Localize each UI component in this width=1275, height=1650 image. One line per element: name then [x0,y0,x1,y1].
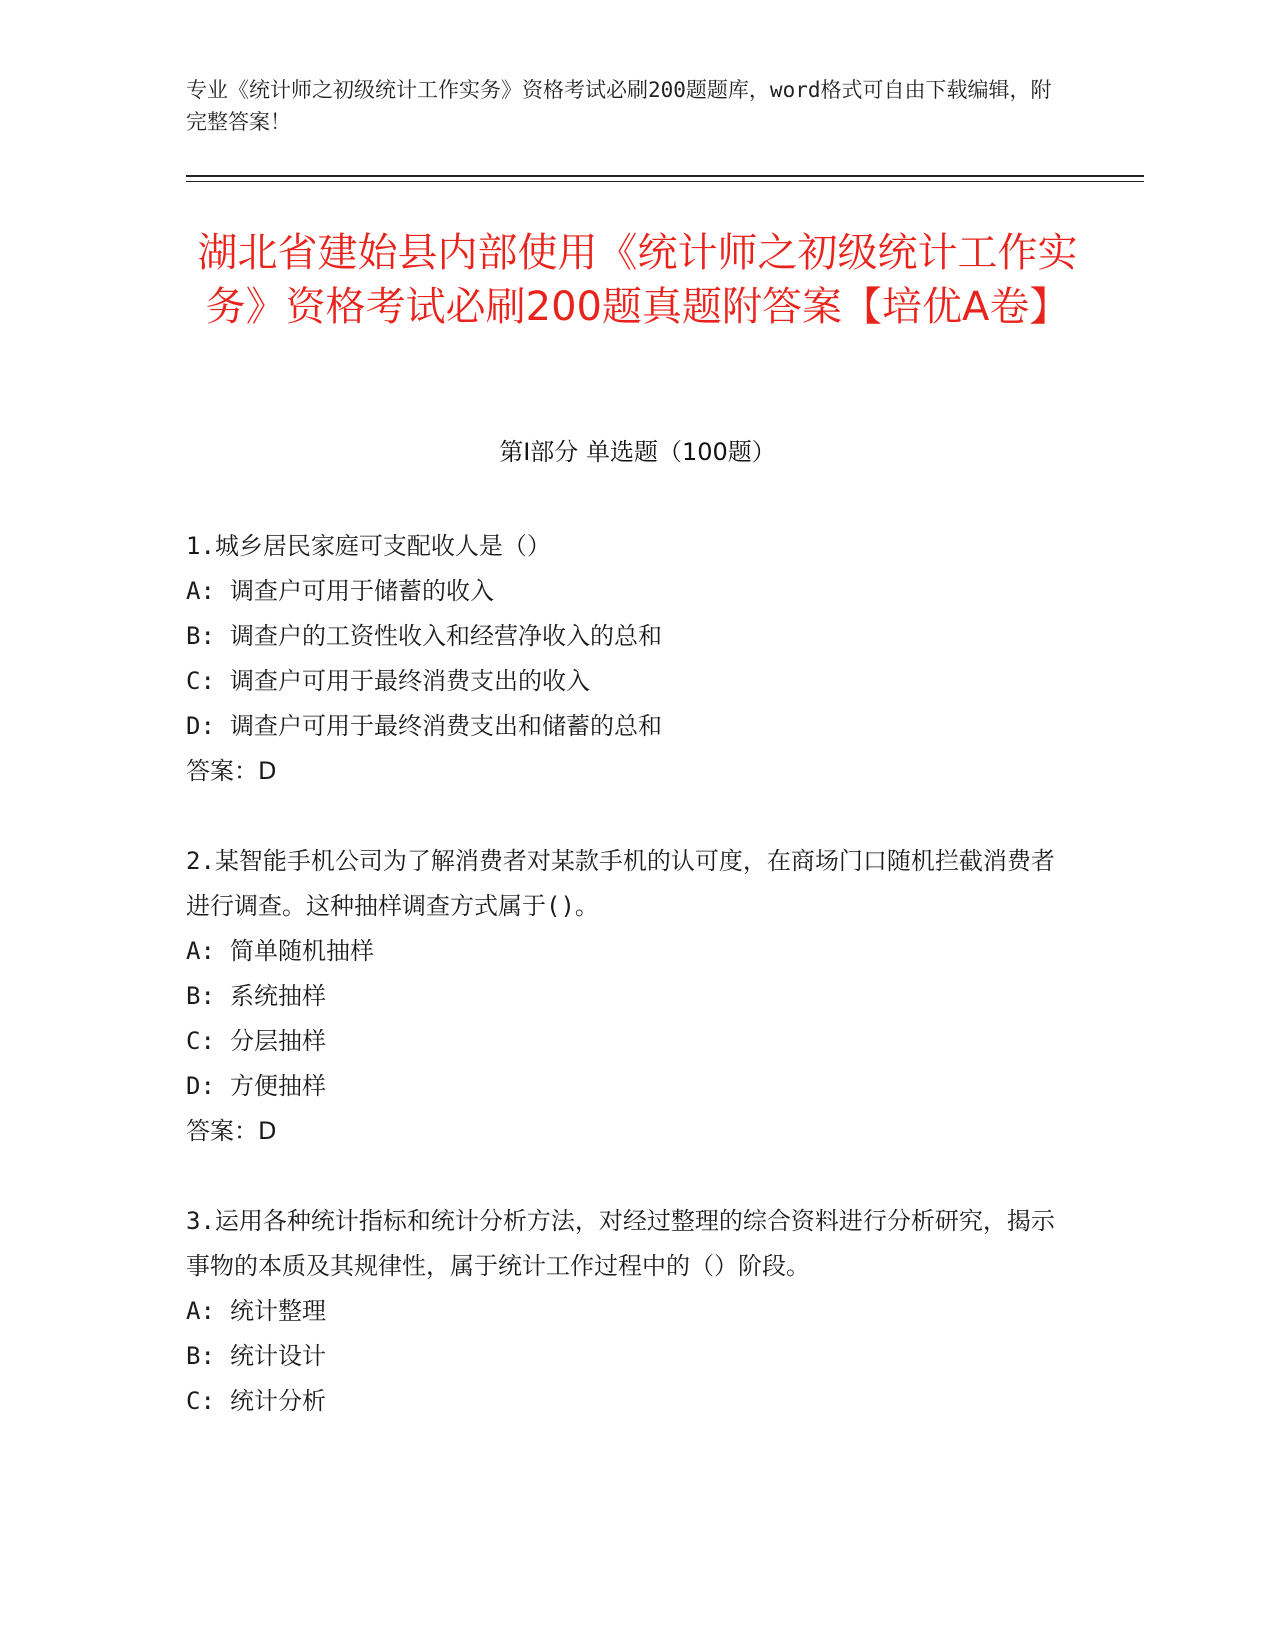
option-label: A: [186,937,215,965]
option-text: 系统抽样 [230,982,326,1010]
option-label: B: [186,1342,215,1370]
option-label: A: [186,577,215,605]
section-title: 第I部分 单选题（100题） [499,438,776,466]
answer-line: 答案：D [186,757,277,785]
option-label: C: [186,1387,215,1415]
option-text: 调查户可用于最终消费支出的收入 [230,667,590,695]
option-text: 统计分析 [230,1387,326,1415]
option-text: 统计整理 [230,1297,326,1325]
option-label: A: [186,1297,215,1325]
option-label: C: [186,1027,215,1055]
option-b [186,1334,1066,1379]
question-2 [186,839,1066,1154]
option-text: 方便抽样 [230,1072,326,1100]
option-c [186,1379,1066,1424]
option-text: 简单随机抽样 [230,937,374,965]
option-text: 调查户可用于最终消费支出和储蓄的总和 [230,712,662,740]
option-label: B: [186,622,215,650]
question-stem: 3.运用各种统计指标和统计分析方法，对经过整理的综合资料进行分析研究，揭示事物的本质及其规律性，属于统计工作过程中的（）阶段。 [186,1207,1055,1280]
option-text: 调查户可用于储蓄的收入 [230,577,494,605]
option-b [186,974,1066,1019]
header-note: 专业《统计师之初级统计工作实务》资格考试必刷200题题库，word格式可自由下载编辑，附完整答案！ [186,78,1052,134]
document-title: 湖北省建始县内部使用《统计师之初级统计工作实务》资格考试必刷200题真题附答案【培优A卷】 [197,230,1078,330]
option-a [186,569,1066,614]
option-label: D: [186,712,215,740]
option-label: B: [186,982,215,1010]
option-d [186,704,1066,749]
answer-line: 答案：D [186,1117,277,1145]
option-c [186,1019,1066,1064]
header-rule-thin [186,181,1144,182]
option-text: 分层抽样 [230,1027,326,1055]
option-c [186,659,1066,704]
option-text: 统计设计 [230,1342,326,1370]
option-label: C: [186,667,215,695]
question-3 [186,1199,1066,1424]
option-a [186,1289,1066,1334]
header-rule-thick [186,175,1144,177]
question-stem: 1.城乡居民家庭可支配收人是（） [186,532,551,560]
question-1 [186,524,1066,794]
question-list [186,524,1066,1469]
option-text: 调查户的工资性收入和经营净收入的总和 [230,622,662,650]
option-label: D: [186,1072,215,1100]
question-stem: 2.某智能手机公司为了解消费者对某款手机的认可度，在商场门口随机拦截消费者进行调查。这种抽样调查方式属于()。 [186,847,1055,920]
option-b [186,614,1066,659]
option-d [186,1064,1066,1109]
option-a [186,929,1066,974]
